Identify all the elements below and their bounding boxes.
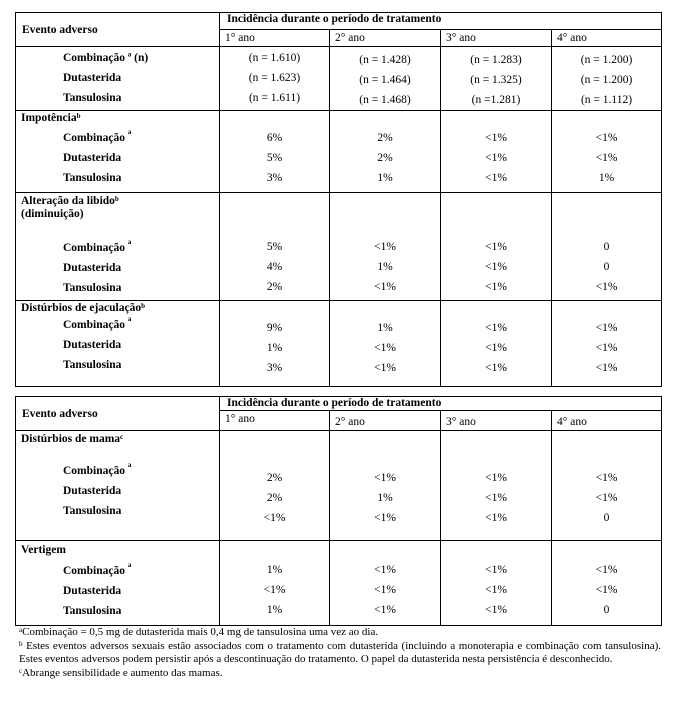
group-label: Dutasterida: [63, 72, 122, 84]
year-header: 1° ano: [220, 30, 330, 47]
value-cell: 1%: [266, 604, 283, 616]
value-cell: <1%: [485, 564, 507, 576]
group-label: Combinação $^a$: [63, 315, 132, 331]
value-cell: <1%: [485, 604, 507, 616]
value-cell: <1%: [595, 281, 618, 293]
value-cell: 1%: [377, 492, 393, 504]
section-title: Distúrbios de ejaculação: [21, 302, 142, 314]
year-header: 3° ano: [441, 30, 552, 47]
event-header: Evento adverso: [16, 397, 220, 431]
group-label: Combinação $^a$: [63, 561, 132, 577]
n-value: (n = 1.325): [470, 74, 522, 86]
incidence-header: Incidência durante o período de tratamento: [220, 397, 662, 411]
value-cell: <1%: [485, 152, 507, 164]
value-cell: <1%: [595, 322, 618, 334]
value-cell: <1%: [374, 512, 396, 524]
footnote-b: $^b$ Estes eventos adversos sexuais estão associados com o tratamento com dutasterida (incluindo a monoterapia e combinação com tansulosina). Estes eventos adversos podem persistir após a descontinuação do tratamento. O papel da dutasterida nesta persistência é desconhecido.: [19, 639, 661, 665]
value-cell: 2%: [266, 492, 283, 504]
value-cell: 1%: [377, 261, 393, 273]
value-cell: 0: [603, 241, 610, 253]
group-label: Tansulosina: [63, 359, 122, 371]
section-impotencia: [16, 111, 662, 193]
footnote-c: $^c$Abrange sensibilidade e aumento das mamas.: [19, 666, 223, 679]
value-cell: 2%: [266, 281, 283, 293]
value-cell: <1%: [595, 472, 618, 484]
section-ejaculacao: [16, 301, 662, 387]
value-cell: <1%: [485, 472, 507, 484]
value-cell: 1%: [377, 172, 393, 184]
group-label: Tansulosina: [63, 92, 122, 104]
value-cell: <1%: [263, 584, 286, 596]
group-label: Dutasterida: [63, 262, 122, 274]
value-cell: 2%: [377, 152, 393, 164]
group-label: Dutasterida: [63, 339, 122, 351]
year-header: 2° ano: [330, 411, 441, 431]
section-title: Distúrbios de mama: [21, 433, 121, 445]
n-value: (n = 1.200): [580, 74, 633, 86]
value-cell: <1%: [595, 492, 618, 504]
value-cell: <1%: [374, 342, 396, 354]
value-cell: <1%: [595, 584, 618, 596]
group-label: Combinação $^a$: [63, 238, 132, 254]
value-cell: <1%: [485, 342, 507, 354]
value-cell: 1%: [598, 172, 615, 184]
value-cell: <1%: [374, 604, 396, 616]
value-cell: 1%: [266, 564, 283, 576]
incidence-header: Incidência durante o período de tratamento: [220, 13, 662, 30]
value-cell: <1%: [485, 132, 507, 144]
section-title: Impotência: [21, 112, 77, 124]
value-cell: 6%: [266, 132, 283, 144]
value-cell: <1%: [595, 362, 618, 374]
n-value: (n = 1.610): [248, 52, 301, 64]
value-cell: <1%: [595, 152, 618, 164]
value-cell: <1%: [485, 172, 507, 184]
year-header: 3° ano: [441, 411, 552, 431]
value-cell: <1%: [485, 241, 507, 253]
value-cell: <1%: [485, 281, 507, 293]
adverse-events-table-1: [15, 12, 662, 387]
event-header: Evento adverso: [16, 13, 220, 47]
group-label: Tansulosina: [63, 282, 122, 294]
footnote-mark: b: [141, 302, 146, 310]
value-cell: <1%: [374, 472, 396, 484]
section-title: Vertigem: [21, 544, 66, 556]
value-cell: <1%: [485, 261, 507, 273]
n-value: (n = 1.283): [470, 54, 522, 66]
n-value: (n =1.281): [471, 94, 521, 106]
value-cell: 1%: [266, 342, 283, 354]
value-cell: 3%: [266, 362, 283, 374]
value-cell: <1%: [485, 322, 507, 334]
section-vertigem: [16, 541, 662, 626]
group-label: Dutasterida: [63, 152, 122, 164]
value-cell: <1%: [374, 584, 396, 596]
value-cell: 0: [603, 261, 610, 273]
year-header: 2° ano: [330, 30, 441, 47]
group-label: Combinação $^a$: [63, 128, 132, 144]
footnotes: [19, 626, 661, 680]
value-cell: 2%: [266, 472, 283, 484]
section-libido: [16, 193, 662, 301]
value-cell: <1%: [485, 584, 507, 596]
group-label: Combinação $^a$: [63, 461, 132, 477]
section-mama: [16, 431, 662, 541]
group-label: Dutasterida: [63, 485, 122, 497]
footnote-mark: b: [114, 195, 119, 203]
section-title: Alteração da libido: [21, 195, 115, 207]
n-value: (n = 1.200): [580, 54, 633, 66]
adverse-events-table-2: [15, 396, 662, 626]
value-cell: 2%: [377, 132, 393, 144]
year-header: 4° ano: [552, 30, 662, 47]
group-label: Tansulosina: [63, 605, 122, 617]
value-cell: 0: [603, 512, 610, 524]
footnote-a: $^a$Combinação = 0,5 mg de dutasterida mais 0,4 mg de tansulosina uma vez ao dia.: [19, 626, 379, 638]
value-cell: <1%: [595, 564, 618, 576]
value-cell: 0: [603, 604, 610, 616]
n-value: (n = 1.468): [359, 94, 411, 106]
section-subtitle: (diminuição): [21, 208, 84, 220]
n-value: (n = 1.623): [248, 72, 301, 84]
year-header: 4° ano: [552, 411, 662, 431]
value-cell: <1%: [374, 241, 396, 253]
value-cell: <1%: [595, 132, 618, 144]
group-label: Tansulosina: [63, 505, 122, 517]
value-cell: 3%: [266, 172, 283, 184]
value-cell: <1%: [485, 492, 507, 504]
footnote-mark: c: [120, 433, 124, 441]
group-label: Tansulosina: [63, 172, 122, 184]
value-cell: 5%: [266, 152, 283, 164]
n-value: (n = 1.112): [580, 94, 633, 106]
value-cell: <1%: [374, 362, 396, 374]
value-cell: 5%: [266, 241, 283, 253]
value-cell: <1%: [485, 512, 507, 524]
group-label: Combinação ª (n): [63, 52, 149, 64]
value-cell: 1%: [377, 322, 393, 334]
value-cell: 4%: [266, 261, 283, 273]
value-cell: <1%: [595, 342, 618, 354]
value-cell: <1%: [485, 362, 507, 374]
value-cell: <1%: [263, 512, 286, 524]
n-value: (n = 1.464): [359, 74, 411, 86]
value-cell: 9%: [266, 322, 283, 334]
year-header: 1° ano: [220, 411, 330, 431]
group-label: Dutasterida: [63, 585, 122, 597]
value-cell: <1%: [374, 564, 396, 576]
n-value: (n = 1.611): [248, 92, 301, 104]
footnote-mark: b: [76, 112, 81, 120]
n-row: [16, 47, 662, 111]
n-value: (n = 1.428): [359, 54, 411, 66]
value-cell: <1%: [374, 281, 396, 293]
